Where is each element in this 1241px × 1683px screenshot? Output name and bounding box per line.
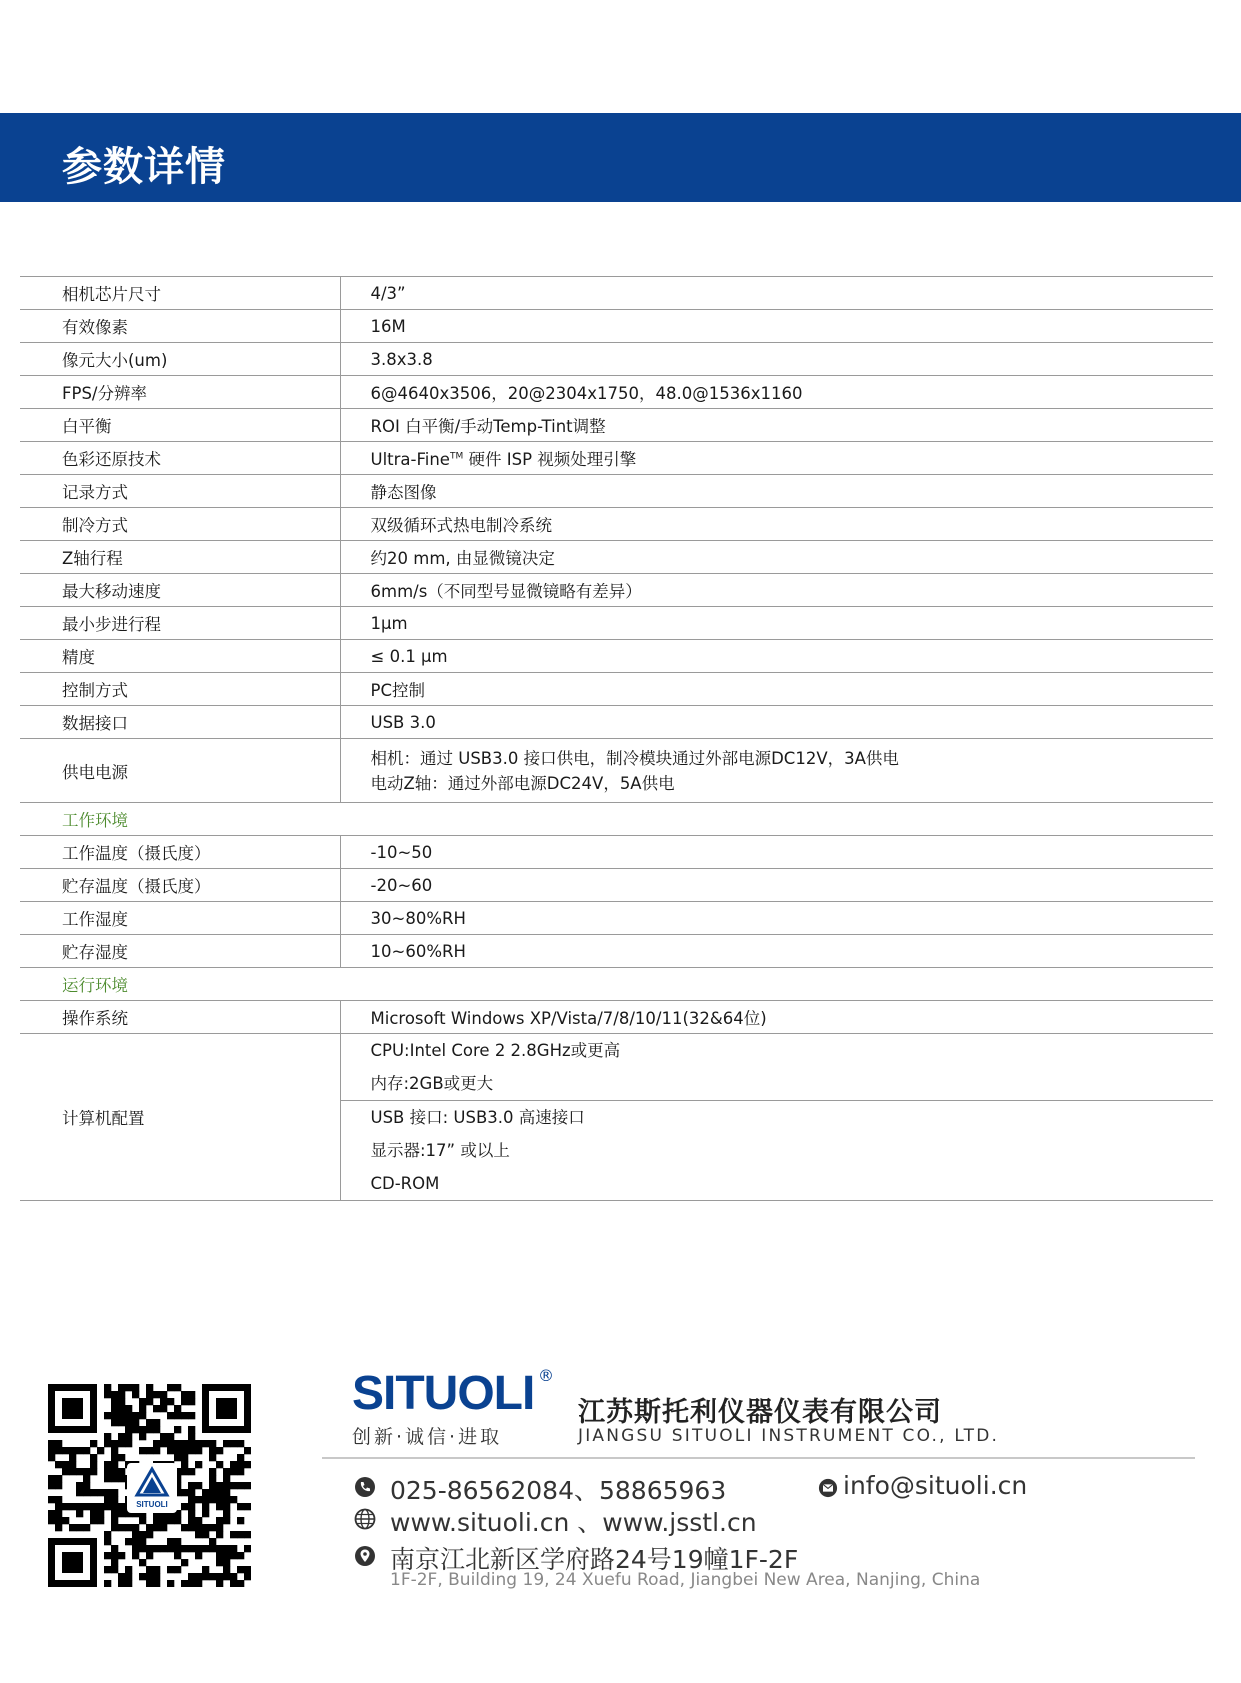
spec-label: 最大移动速度 [20,574,340,607]
computer-config-line: 显示器:17” 或以上 [370,1141,510,1160]
spec-row [20,442,1213,475]
spec-value: PC控制 [340,673,1213,706]
situoli-logo-icon [129,1465,175,1511]
phone-numbers: 025-86562084、58865963 [390,1476,727,1505]
spec-value: 4/3” [340,277,1213,310]
footer-divider [322,1457,1195,1459]
computer-config-line: CPU:Intel Core 2 2.8GHz或更高 [370,1041,621,1060]
trademark-mark: TM [449,451,464,462]
spec-value: USB 3.0 [340,706,1213,739]
brand-slogan: 创新·诚信·进取 [352,1426,503,1448]
spec-value: 10~60%RH [340,935,1213,968]
section-header [20,803,1213,836]
spec-value: ROI 白平衡/手动Temp-Tint调整 [340,409,1213,442]
spec-label: FPS/分辨率 [20,376,340,409]
spec-value: 双级循环式热电制冷系统 [340,508,1213,541]
spec-value: -20~60 [340,869,1213,902]
spec-value [340,739,1213,803]
spec-label: 数据接口 [20,706,340,739]
spec-row [20,640,1213,673]
computer-config-line: 内存:2GB或更大 [341,1067,1214,1101]
spec-value: 1μm [340,607,1213,640]
spec-label: 有效像素 [20,310,340,343]
spec-label: 控制方式 [20,673,340,706]
spec-value: 静态图像 [340,475,1213,508]
spec-row [20,607,1213,640]
location-icon [354,1545,376,1567]
spec-label: 供电电源 [20,739,340,803]
header-banner [0,113,1241,202]
address-cn: 南京江北新区学府路24号19幢1F-2F [390,1545,799,1574]
spec-row [20,1001,1213,1034]
spec-value: 3.8x3.8 [340,343,1213,376]
section-title-work-env: 工作环境 [20,803,1213,836]
spec-label: 贮存湿度 [20,935,340,968]
power-line: 相机：通过 USB3.0 接口供电，制冷模块通过外部电源DC12V，3A供电 [370,748,899,768]
address-en: 1F-2F, Building 19, 24 Xuefu Road, Jiangbei New Area, Nanjing, China [390,1570,981,1590]
spec-label: 像元大小(um) [20,343,340,376]
spec-label: 色彩还原技术 [20,442,340,475]
spec-label: 工作温度（摄氏度） [20,836,340,869]
website-links[interactable]: www.situoli.cn 、www.jsstl.cn [390,1508,757,1537]
spec-row [20,869,1213,902]
spec-row [20,310,1213,343]
page-title: 参数详情 [62,144,226,190]
spec-row [20,277,1213,310]
spec-row [20,376,1213,409]
spec-value [340,442,1213,475]
ultra-fine-text: Ultra-Fine [370,450,450,469]
power-line: 电动Z轴：通过外部电源DC24V，5A供电 [370,773,675,793]
qr-logo [127,1463,177,1513]
spec-row [20,541,1213,574]
spec-label: 制冷方式 [20,508,340,541]
spec-table [20,276,1213,1201]
email-icon [818,1478,838,1498]
spec-row [20,475,1213,508]
spec-row [20,409,1213,442]
section-title-run-env: 运行环境 [20,968,1213,1001]
spec-label: 最小步进行程 [20,607,340,640]
email-address[interactable]: info@situoli.cn [843,1471,1028,1500]
spec-row [20,739,1213,803]
computer-config-line: USB 接口: USB3.0 高速接口 [370,1108,585,1127]
phone-icon [354,1476,376,1498]
computer-config-line: CD-ROM [370,1174,440,1193]
spec-row [20,706,1213,739]
spec-label: 计算机配置 [20,1034,340,1201]
registered-mark: ® [538,1366,554,1385]
spec-value: Microsoft Windows XP/Vista/7/8/10/11(32&64位) [340,1001,1213,1034]
spec-value: -10~50 [340,836,1213,869]
spec-value: 30~80%RH [340,902,1213,935]
spec-row [20,1034,1213,1201]
spec-row [20,574,1213,607]
spec-label: 白平衡 [20,409,340,442]
spec-label: 精度 [20,640,340,673]
company-name-en: JIANGSU SITUOLI INSTRUMENT CO., LTD. [578,1426,1000,1446]
section-header [20,968,1213,1001]
spec-row [20,343,1213,376]
spec-value: 6mm/s（不同型号显微镜略有差异） [340,574,1213,607]
brand-block [352,1366,554,1449]
spec-row [20,935,1213,968]
globe-icon [354,1508,376,1530]
qr-code [48,1384,251,1587]
spec-value: 约20 mm, 由显微镜决定 [340,541,1213,574]
qr-logo-text: SITUOLI [136,1500,168,1509]
spec-label: 工作湿度 [20,902,340,935]
spec-label: 贮存温度（摄氏度） [20,869,340,902]
spec-value [340,1034,1213,1201]
spec-label: 操作系统 [20,1001,340,1034]
spec-label: Z轴行程 [20,541,340,574]
spec-value: ≤ 0.1 μm [340,640,1213,673]
spec-label: 记录方式 [20,475,340,508]
spec-value: 6@4640x3506，20@2304x1750，48.0@1536x1160 [340,376,1213,409]
spec-label: 相机芯片尺寸 [20,277,340,310]
spec-row [20,673,1213,706]
spec-row [20,836,1213,869]
isp-engine-text: 硬件 ISP 视频处理引擎 [463,450,637,469]
brand-logo: SITUOLI [352,1367,535,1420]
spec-value: 16M [340,310,1213,343]
company-name-cn: 江苏斯托利仪器仪表有限公司 [578,1397,942,1428]
spec-row [20,902,1213,935]
spec-row [20,508,1213,541]
